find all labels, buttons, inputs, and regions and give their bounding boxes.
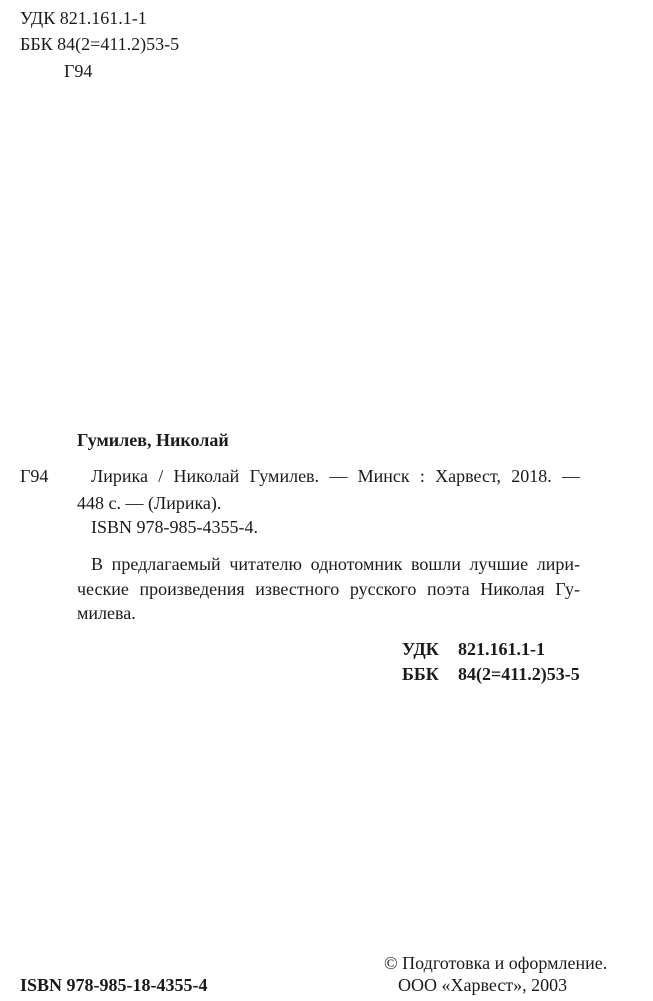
card-bbk-label: ББК [402, 664, 439, 684]
card-isbn: ISBN 978-985-4355-4. [91, 517, 258, 537]
card-bbk-value: 84(2=411.2)53-5 [458, 664, 580, 684]
card-annotation-line2-text: ческие произведения известного русского поэта Николая Гу- [77, 579, 580, 599]
card-annotation-line1-text: В предлагаемый читателю однотомник вошли лучшие лири- [91, 554, 580, 574]
card-author-mark: Г94 [20, 466, 49, 486]
card-author: Гумилев, Николай [77, 430, 229, 450]
card-description-line1-text: Лирика / Николай Гумилев. — Минск : Харвест, 2018. — [91, 466, 580, 486]
footer-copyright-line1: © Подготовка и оформление. [384, 953, 608, 973]
header-bbk: ББК 84(2=411.2)53-5 [20, 34, 180, 54]
card-udk-label: УДК [402, 639, 439, 659]
footer-isbn: ISBN 978-985-18-4355-4 [20, 975, 208, 995]
card-description-line1 [91, 467, 580, 485]
card-description-line2: 448 с. — (Лирика). [77, 493, 222, 513]
header-udk: УДК 821.161.1-1 [20, 8, 147, 28]
footer-copyright-line2: ООО «Харвест», 2003 [398, 975, 568, 995]
header-author-mark: Г94 [64, 61, 93, 81]
card-udk-value: 821.161.1-1 [458, 639, 545, 659]
card-annotation-line2 [77, 580, 580, 598]
card-annotation-line3: милева. [77, 603, 136, 623]
card-annotation-line1 [91, 555, 580, 573]
